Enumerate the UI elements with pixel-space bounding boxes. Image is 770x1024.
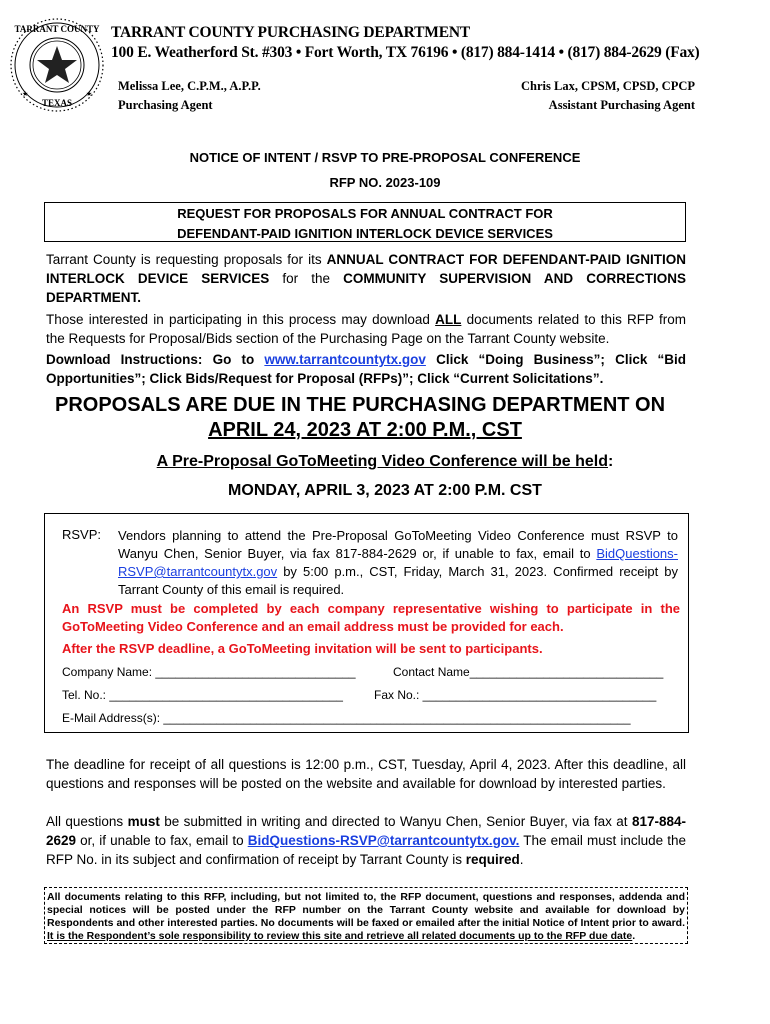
questions-submission-paragraph [46, 812, 686, 869]
tarrant-county-seal-logo [8, 10, 106, 120]
rsvp-requirement-notice: An RSVP must be completed by each company representative wishing to participate in the GoToMeeting Video Conference and an email address must be provided for each. [62, 601, 680, 634]
rsvp-instructions [118, 527, 678, 599]
rfp-number: RFP NO. 2023-109 [329, 175, 441, 190]
conference-date: MONDAY, APRIL 3, 2023 AT 2:00 P.M. CST [228, 482, 542, 499]
email-address-field[interactable]: E-Mail Address(s): ______________________________________________________________________ [62, 711, 631, 725]
svg-text:★: ★ [86, 91, 93, 98]
questions-text-4: The email must include the RFP No. in its subject and confirmation of receipt by Tarrant County is [46, 833, 686, 867]
footer-responsibility: It is the Respondent’s sole responsibility to review this site and retrieve all related documents up to the RFP due date [47, 930, 633, 942]
due-line1: PROPOSALS ARE DUE IN THE PURCHASING DEPARTMENT ON [55, 394, 666, 416]
svg-text:TEXAS: TEXAS [41, 98, 73, 108]
footer-notice-box [44, 887, 688, 944]
contract-name: ANNUAL CONTRACT FOR DEFENDANT-PAID IGNITION INTERLOCK DEVICE SERVICES [46, 252, 686, 286]
footer-period: . [632, 930, 636, 942]
must-emphasis: must [127, 814, 160, 829]
conference-heading [0, 453, 770, 471]
tel-no-field[interactable]: Tel. No.: ___________________________________ [62, 688, 343, 702]
intro-text: Tarrant County is requesting proposals for its [46, 252, 327, 267]
footer-text: All documents relating to this RFP, including, but not limited to, the RFP document, questions and responses, addenda and special notices will be posted under the RFP number on the Tarrant County website and available for download by Respondents and other interested parties. No documents will be faxed or emailed after the initial Notice of Intent prior to award. [47, 891, 685, 929]
instructions-text-2: Click “Doing Business”; Click “Bid Opportunities”; Click Bids/Request for Proposal (RFPs)”; Click “Current Solicitations”. [46, 352, 686, 386]
intro-text-2: for the [269, 271, 344, 286]
fax-no-field[interactable]: Fax No.: ___________________________________ [374, 688, 657, 702]
due-date: APRIL 24, 2023 AT 2:00 P.M., CST [208, 419, 522, 441]
questions-text-2: be submitted in writing and directed to Wanyu Chen, Senior Buyer, via fax at [159, 814, 632, 829]
company-name-field[interactable]: Company Name: ______________________________ [62, 665, 356, 679]
rsvp-text: Vendors planning to attend the Pre-Proposal GoToMeeting Video Conference must RSVP to Wanyu Chen, Senior Buyer, via fax 817-884-2629 or, if unable to fax, email to [118, 528, 678, 561]
questions-text: All questions [46, 814, 128, 829]
assistant-agent-name: Chris Lax, CPSM, CPSD, CPCP [521, 79, 695, 93]
questions-period: . [519, 852, 524, 867]
rsvp-email-link[interactable]: BidQuestions-RSVP@tarrantcountytx.gov [118, 546, 678, 579]
rsvp-deadline-notice: After the RSVP deadline, a GoToMeeting invitation will be sent to participants. [62, 641, 543, 656]
assistant-agent-title: Assistant Purchasing Agent [548, 98, 695, 112]
notice-title: NOTICE OF INTENT / RSVP TO PRE-PROPOSAL CONFERENCE [189, 150, 581, 165]
download-text-2: documents related to this RFP from the Requests for Proposal/Bids section of the Purchasing Page on the Tarrant County website. [46, 312, 686, 346]
intro-paragraph [46, 250, 686, 307]
instructions-text: Download Instructions: Go to [46, 352, 265, 367]
dept-address: 100 E. Weatherford St. #303 • Fort Worth, TX 76196 • (817) 884-1414 • (817) 884-2629 (Fax) [111, 44, 700, 61]
rfp-subject-box [44, 202, 686, 242]
download-paragraph [46, 310, 686, 348]
all-emphasis: ALL [435, 312, 462, 327]
dept-name: TARRANT COUNTY PURCHASING DEPARTMENT [111, 24, 470, 41]
fax-number: 817-884-2629 [46, 814, 686, 848]
download-text: Those interested in participating in this process may download [46, 312, 436, 327]
contact-name-field[interactable]: Contact Name_____________________________ [393, 665, 664, 679]
purchasing-agent-title: Purchasing Agent [118, 98, 213, 112]
svg-text:★: ★ [22, 91, 29, 98]
county-website-link[interactable]: www.tarrantcountytx.gov [264, 352, 426, 367]
footer-notice [45, 888, 687, 943]
purchasing-agent-block [118, 77, 261, 115]
download-instructions [46, 350, 686, 388]
rfp-subject-line2: DEFENDANT-PAID IGNITION INTERLOCK DEVICE SERVICES [177, 226, 553, 241]
questions-deadline-paragraph: The deadline for receipt of all questions is 12:00 p.m., CST, Tuesday, April 4, 2023. After this deadline, all questions and responses will be posted on the website and available for download by interested parties. [46, 757, 686, 791]
assistant-agent-block [521, 77, 695, 115]
purchasing-agent-name: Melissa Lee, C.P.M., A.P.P. [118, 79, 261, 93]
rsvp-label: RSVP: [62, 527, 102, 542]
rsvp-text-2: by 5:00 p.m., CST, Friday, March 31, 2023. Confirmed receipt by Tarrant County of this email is required. [118, 564, 678, 597]
conference-label: A Pre-Proposal GoToMeeting Video Conference will be held [156, 453, 608, 470]
conference-colon: : [608, 453, 614, 470]
questions-email-link[interactable]: BidQuestions-RSVP@tarrantcountytx.gov. [247, 833, 520, 848]
rfp-subject-line1: REQUEST FOR PROPOSALS FOR ANNUAL CONTRACT FOR [177, 206, 553, 221]
questions-text-3: or, if unable to fax, email to [76, 833, 248, 848]
department-name: COMMUNITY SUPERVISION AND CORRECTIONS DEPARTMENT. [46, 271, 686, 305]
required-emphasis: required [465, 852, 520, 867]
svg-text:TARRANT COUNTY: TARRANT COUNTY [14, 24, 100, 34]
